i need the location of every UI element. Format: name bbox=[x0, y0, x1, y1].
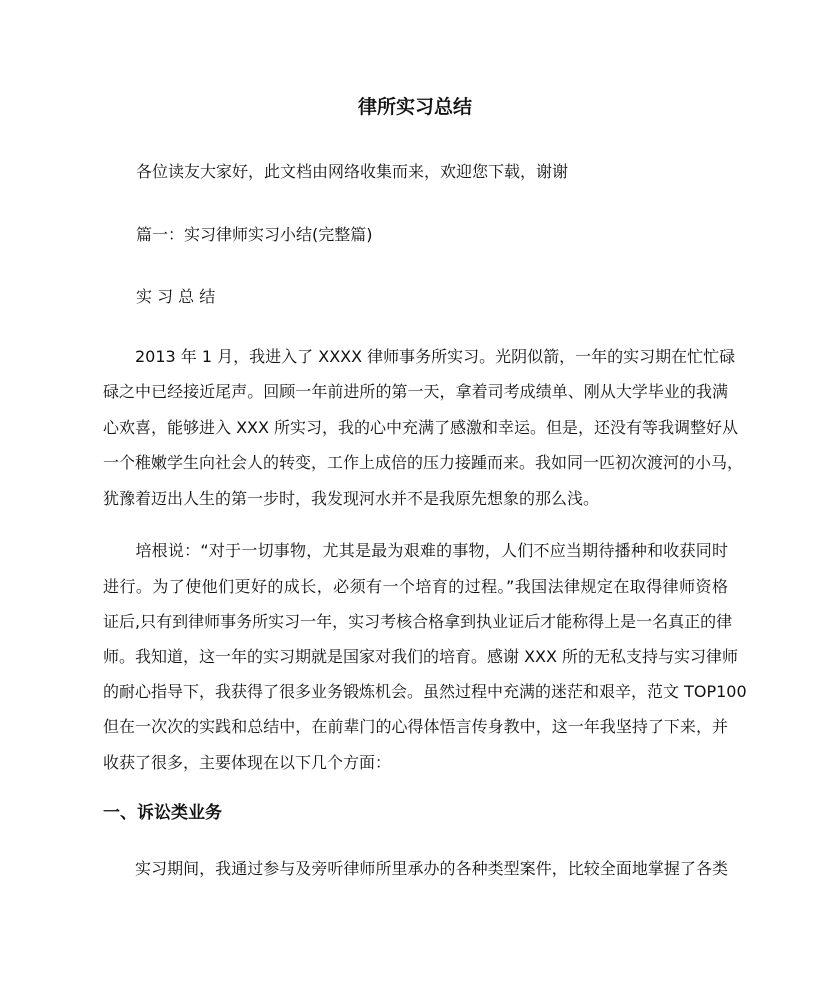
section-subtitle: 实 习 总 结 bbox=[136, 287, 216, 306]
text-line: 师。我知道，这一年的实习期就是国家对我们的培育。感谢 XXX 所的无私支持与实习律师 bbox=[103, 647, 739, 666]
text-line: 收获了很多，主要体现在以下几个方面： bbox=[103, 753, 392, 772]
text-line: 但在一次次的实践和总结中，在前辈门的心得体悟言传身教中，这一年我坚持了下来，并 bbox=[103, 717, 728, 736]
text-line: 进行。为了使他们更好的成长，必须有一个培育的过程。”我国法律规定在取得律师资格 bbox=[103, 577, 728, 596]
document-title: 律所实习总结 bbox=[357, 96, 472, 118]
text-line: 2013 年 1 月，我进入了 XXXX 律师事务所实习。光阴似箭，一年的实习期在忙忙碌 bbox=[103, 347, 736, 366]
section-heading: 一、诉讼类业务 bbox=[103, 803, 222, 823]
text-line: 一个稚嫩学生向社会人的转变，工作上成倍的压力接踵而来。我如同一匹初次渡河的小马， bbox=[103, 453, 744, 472]
text-line: 证后,只有到律师事务所实习一年，实习考核合格拿到执业证后才能称得上是一名真正的律 bbox=[103, 612, 733, 631]
text-line: 心欢喜，能够进入 XXX 所实习，我的心中充满了感激和幸运。但是，还没有等我调整好从 bbox=[103, 418, 739, 437]
text-line: 培根说：“对于一切事物，尤其是最为艰难的事物，人们不应当期待播种和收获同时 bbox=[103, 541, 728, 560]
text-line: 碌之中已经接近尾声。回顾一年前进所的第一天，拿着司考成绩单、刚从大学毕业的我满 bbox=[103, 382, 728, 401]
chapter-heading: 篇一：实习律师实习小结(完整篇) bbox=[136, 225, 373, 244]
text-line: 犹豫着迈出人生的第一步时，我发现河水并不是我原先想象的那么浅。 bbox=[103, 489, 600, 508]
text-line: 实习期间，我通过参与及旁听律师所里承办的各种类型案件，比较全面地掌握了各类 bbox=[103, 859, 728, 878]
text-line: 的耐心指导下，我获得了很多业务锻炼机会。虽然过程中充满的迷茫和艰辛，范文 TOP100 bbox=[103, 682, 747, 701]
greeting-text: 各位读友大家好，此文档由网络收集而来，欢迎您下载，谢谢 bbox=[136, 162, 569, 181]
